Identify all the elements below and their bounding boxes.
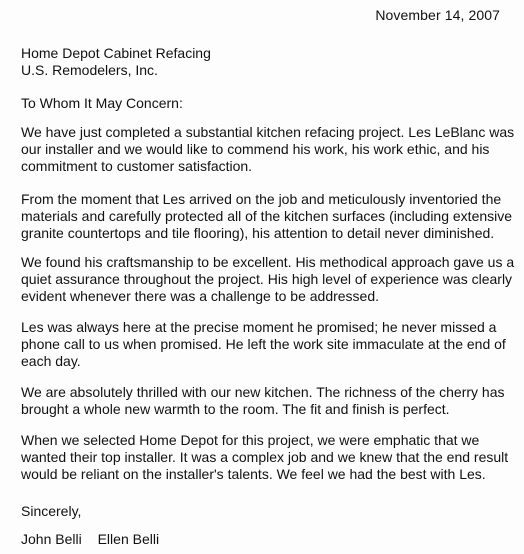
closing: Sincerely, (21, 503, 82, 519)
paragraph-3 (21, 254, 521, 306)
signature-john: John Belli (21, 531, 82, 547)
paragraph-line: Les was always here at the precise moment he promised; he never missed a (21, 319, 497, 335)
paragraph-line: our installer and we would like to commend his work, his work ethic, and his (21, 141, 490, 158)
recipient-company: Home Depot Cabinet Refacing (21, 45, 211, 61)
paragraph-line: wanted their top installer. It was a complex job and we knew that the end result (21, 449, 509, 466)
letter-date: November 14, 2007 (375, 7, 500, 23)
paragraph-line: We found his craftsmanship to be excellent. His methodical approach gave us a (21, 254, 515, 270)
paragraph-line: each day. (21, 353, 81, 370)
paragraph-4 (21, 319, 521, 371)
paragraph-line: evident whenever there was a challenge to be addressed. (21, 288, 380, 305)
paragraph-line: brought a whole new warmth to the room. The fit and finish is perfect. (21, 401, 450, 418)
paragraph-5 (21, 384, 521, 418)
paragraph-line: We are absolutely thrilled with our new kitchen. The richness of the cherry has (21, 384, 505, 400)
paragraph-line: granite countertops and tile flooring), his attention to detail never diminished. (21, 225, 495, 242)
paragraph-line: From the moment that Les arrived on the job and meticulously inventoried the (21, 191, 502, 207)
paragraph-line: phone call to us when promised. He left the work site immaculate at the end of (21, 336, 506, 353)
paragraph-line: commitment to customer satisfaction. (21, 158, 253, 175)
salutation: To Whom It May Concern: (21, 95, 183, 111)
paragraph-line: would be reliant on the installer's talents. We feel we had the best with Les. (21, 466, 486, 483)
signature-block (21, 531, 159, 547)
paragraph-6 (21, 432, 521, 484)
paragraph-line: materials and carefully protected all of the kitchen surfaces (including extensive (21, 208, 513, 225)
paragraph-1 (21, 124, 521, 176)
paragraph-line: quiet assurance throughout the project. His high level of experience was clearly (21, 271, 513, 288)
signature-ellen: Ellen Belli (97, 531, 160, 547)
recipient-block (21, 45, 211, 79)
paragraph-2 (21, 191, 521, 243)
recipient-department: U.S. Remodelers, Inc. (21, 62, 158, 78)
paragraph-line: We have just completed a substantial kitchen refacing project. Les LeBlanc was (21, 124, 515, 140)
paragraph-line: When we selected Home Depot for this project, we were emphatic that we (21, 432, 480, 448)
